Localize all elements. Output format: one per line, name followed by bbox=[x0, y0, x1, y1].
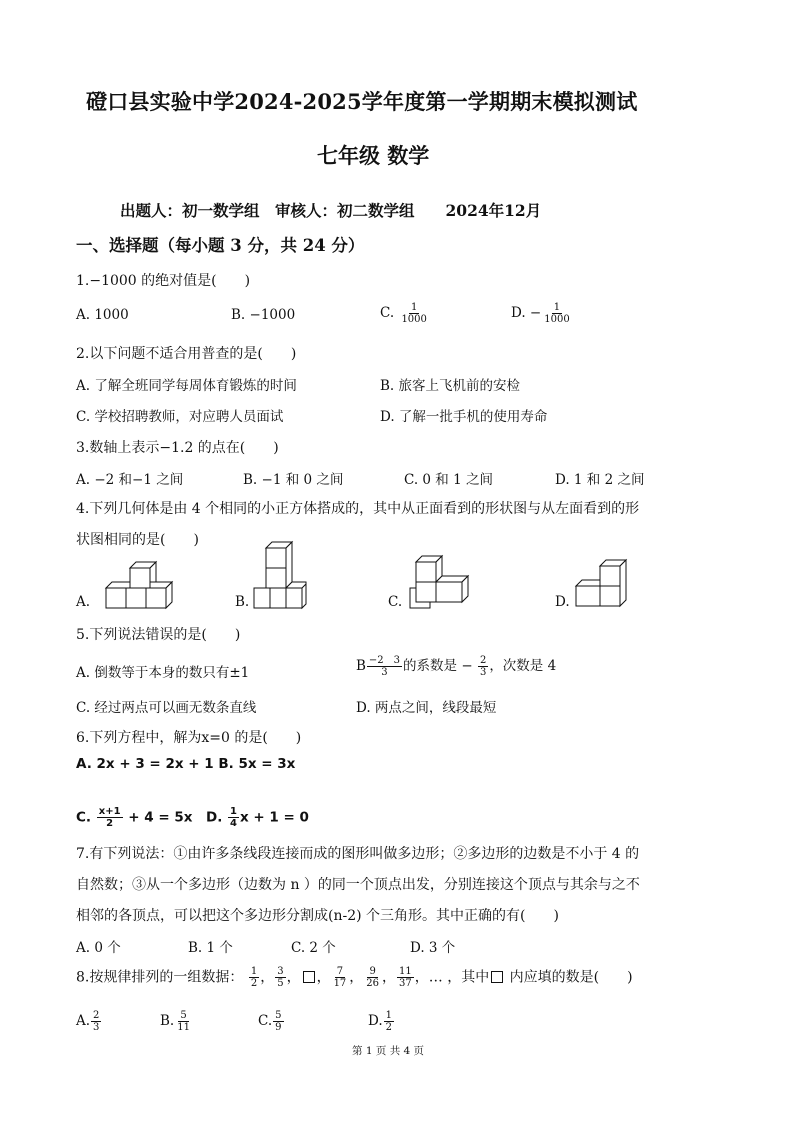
page-subtitle: 七年级 数学 bbox=[317, 143, 430, 168]
q2-option-b: B. 旅客上飞机前的安检 bbox=[380, 378, 521, 394]
q6-options-ab: A. 2x + 3 = 2x + 1 B. 5x = 3x bbox=[76, 756, 296, 772]
q4-figure-b bbox=[252, 542, 312, 612]
q2-option-c: C. 学校招聘教师，对应聘人员面试 bbox=[76, 409, 284, 425]
q7-option-d: D. 3 个 bbox=[410, 940, 456, 956]
q1-option-d: D. − $\frac{1}{1000}$ bbox=[511, 302, 570, 325]
q1-option-b: B. −1000 bbox=[231, 307, 296, 323]
q1-stem: 1.−1000 的绝对值是( ) bbox=[76, 273, 251, 289]
q2-stem: 2.以下问题不适合用普查的是( ) bbox=[76, 346, 297, 362]
q1-option-a: A. 1000 bbox=[76, 307, 129, 323]
q4-figure-c bbox=[408, 556, 478, 612]
q8-option-b: B. $\frac{5}{11}$ bbox=[160, 1010, 190, 1033]
q4-option-c-label: C. bbox=[388, 594, 403, 610]
q7-line1: 7.有下列说法：①由许多条线段连接而成的图形叫做多边形；②多边形的边数是不小于 4 的 bbox=[76, 846, 640, 862]
q7-option-c: C. 2 个 bbox=[291, 940, 336, 956]
q1-option-c: C. $\frac{1}{1000}$ bbox=[380, 302, 427, 325]
q4-stem-line2: 状图相同的是( ) bbox=[76, 532, 199, 548]
q5-option-c: C. 经过两点可以画无数条直线 bbox=[76, 700, 257, 716]
q8-seq-5: $\frac{9}{26}$ bbox=[366, 966, 380, 989]
q4-option-d-label: D. bbox=[555, 594, 570, 610]
q5-option-b: B $\frac{-2 3}{3}$ 的系数是 − $\frac{2}{3}$ ，次数是 4 bbox=[356, 655, 557, 678]
q7-line3: 相邻的各顶点，可以把这个多边形分割成(n-2) 个三角形。其中正确的有( ) bbox=[76, 908, 559, 924]
section-title: 一、选择题（每小题 3 分，共 24 分） bbox=[76, 236, 365, 255]
q8-option-d: D. $\frac{1}{2}$ bbox=[368, 1010, 393, 1033]
q8-stem: 8.按规律排列的一组数据： $\frac{1}{2}$ ， $\frac{3}{5}$ ， ， $\frac{7}{17}$ ， $\frac{9}{26}$ ， $\frac{11}{37}$ ，… ，其中 内应填的数是( ) bbox=[76, 966, 633, 989]
q6-stem: 6.下列方程中，解为x=0 的是( ) bbox=[76, 730, 302, 746]
q8-blank-box bbox=[303, 971, 315, 983]
q3-option-b: B. −1 和 0 之间 bbox=[243, 472, 344, 488]
q4-figure-a bbox=[100, 562, 180, 612]
page-title: 磴口县实验中学2024-2025学年度第一学期期末模拟测试 bbox=[86, 89, 638, 114]
q3-option-c: C. 0 和 1 之间 bbox=[404, 472, 493, 488]
q8-option-c: C. $\frac{5}{9}$ bbox=[258, 1010, 282, 1033]
q7-option-a: A. 0 个 bbox=[76, 940, 121, 956]
q4-option-b-label: B. bbox=[235, 594, 250, 610]
q6-option-c: C. $\frac{x+1}{2}$ + 4 = 5x bbox=[76, 806, 193, 829]
q3-option-d: D. 1 和 2 之间 bbox=[555, 472, 645, 488]
q4-figure-d bbox=[572, 560, 632, 612]
q8-seq-6: $\frac{11}{37}$ bbox=[399, 966, 412, 989]
q2-option-a: A. 了解全班同学每周体育锻炼的时间 bbox=[76, 378, 297, 394]
q8-blank-box-ref bbox=[491, 971, 503, 983]
q5-option-d: D. 两点之间，线段最短 bbox=[356, 700, 497, 716]
q8-seq-1: $\frac{1}{2}$ bbox=[250, 966, 258, 989]
q3-option-a: A. −2 和−1 之间 bbox=[76, 472, 184, 488]
q8-seq-2: $\frac{3}{5}$ bbox=[277, 966, 284, 989]
q2-option-d: D. 了解一批手机的使用寿命 bbox=[380, 409, 548, 425]
q7-line2: 自然数；③从一个多边形（边数为 n ）的同一个顶点出发，分别连接这个顶点与其余与之不 bbox=[76, 877, 640, 893]
q8-option-a: A. $\frac{2}{3}$ bbox=[76, 1010, 100, 1033]
q5-stem: 5.下列说法错误的是( ) bbox=[76, 627, 241, 643]
author-line: 出题人：初一数学组 审核人：初二数学组 2024年12月 bbox=[120, 201, 542, 220]
q7-option-b: B. 1 个 bbox=[188, 940, 233, 956]
q4-option-a-label: A. bbox=[76, 594, 91, 610]
q6-option-d: D. $\frac{1}{4}$ x + 1 = 0 bbox=[206, 806, 309, 829]
q8-seq-4: $\frac{7}{17}$ bbox=[333, 966, 347, 989]
q5-option-a: A. 倒数等于本身的数只有±1 bbox=[76, 665, 250, 681]
q3-stem: 3.数轴上表示−1.2 的点在( ) bbox=[76, 440, 279, 456]
page-footer: 第 1 页 共 4 页 bbox=[352, 1045, 425, 1057]
q4-stem-line1: 4.下列几何体是由 4 个相同的小正方体搭成的，其中从正面看到的形状图与从左面看到的形 bbox=[76, 501, 640, 517]
